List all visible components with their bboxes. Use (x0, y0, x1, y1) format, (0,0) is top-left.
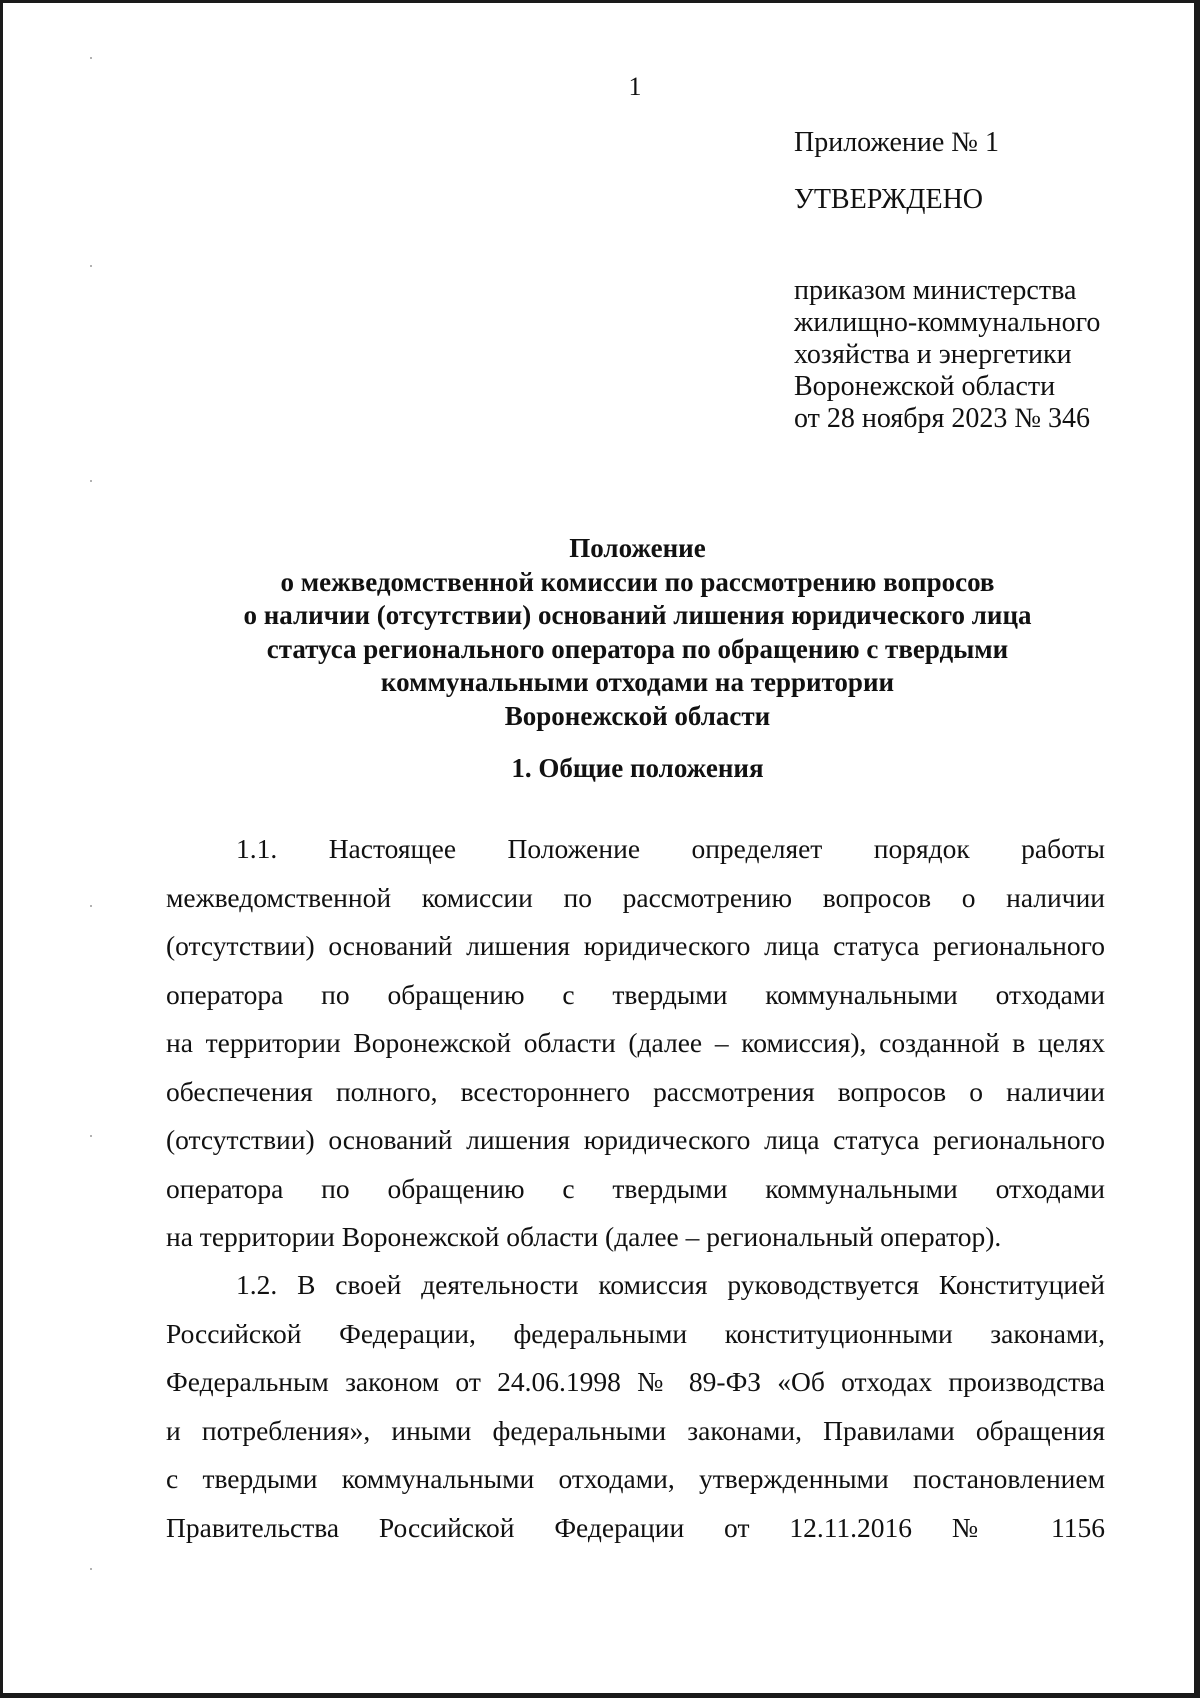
paragraph-line: на территории Воронежской области (далее – региональный оператор). (166, 1221, 1002, 1252)
paragraph-line: Правительства Российской Федерации от 12.11.2016 № 1156 (166, 1511, 1105, 1543)
approval-line: жилищно-коммунального (794, 307, 1101, 338)
scan-margin-mark (90, 1135, 92, 1137)
paragraph-line: Российской Федерации, федеральными конституционными законами, (166, 1317, 1105, 1349)
paragraph-line: с твердыми коммунальными отходами, утвержденными постановлением (166, 1463, 1105, 1494)
paragraph-line: обеспечения полного, всестороннего рассмотрения вопросов о наличии (166, 1075, 1105, 1107)
title-line: Воронежской области (504, 700, 771, 731)
paragraph-line: и потребления», иными федеральными законами, Правилами обращения (166, 1414, 1105, 1446)
page-number: 1 (628, 72, 642, 101)
paragraph-line: Федеральным законом от 24.06.1998 № 89-ФЗ «Об отходах производства (166, 1366, 1105, 1397)
title-line: о наличии (отсутствии) оснований лишения юридического лица (243, 600, 1032, 630)
scan-margin-mark (90, 57, 92, 59)
paragraph-line: межведомственной комиссии по рассмотрению вопросов о наличии (166, 881, 1105, 913)
title-line: статуса регионального оператора по обращению с твердыми (266, 633, 1009, 664)
title-line: Положение (569, 533, 706, 563)
document-title (160, 532, 1115, 733)
paragraph-1-1 (166, 825, 1105, 1262)
scan-margin-mark (90, 480, 92, 482)
scan-margin-mark (90, 1568, 92, 1570)
attachment-label: Приложение № 1 (794, 127, 999, 158)
approval-line: хозяйства и энергетики (794, 339, 1072, 370)
title-line: коммунальными отходами на территории (380, 667, 895, 697)
paragraph-line: на территории Воронежской области (далее – комиссия), созданной в целях (166, 1027, 1105, 1058)
paragraph-line: оператора по обращению с твердыми коммунальными отходами (166, 1172, 1105, 1204)
paragraph-line: (отсутствии) оснований лишения юридического лица статуса регионального (166, 1124, 1105, 1155)
paragraph-line: 1.1. Настоящее Положение определяет порядок работы (236, 833, 1105, 864)
paragraph-line: (отсутствии) оснований лишения юридического лица статуса регионального (166, 930, 1105, 961)
approval-line: Воронежской области (794, 371, 1056, 402)
approved-label: УТВЕРЖДЕНО (794, 184, 984, 215)
scan-margin-mark (90, 265, 92, 267)
section-heading: 1. Общие положения (511, 753, 764, 783)
approval-order-block (794, 275, 1100, 435)
approval-line: от 28 ноября 2023 № 346 (794, 403, 1091, 434)
approval-line: приказом министерства (794, 275, 1077, 306)
paragraph-line: оператора по обращению с твердыми коммунальными отходами (166, 978, 1105, 1010)
paragraph-1-2 (166, 1261, 1105, 1552)
paragraph-line: 1.2. В своей деятельности комиссия руководствуется Конституцией (236, 1269, 1105, 1300)
scan-margin-mark (90, 905, 92, 907)
title-line: о межведомственной комиссии по рассмотрению вопросов (280, 566, 995, 597)
